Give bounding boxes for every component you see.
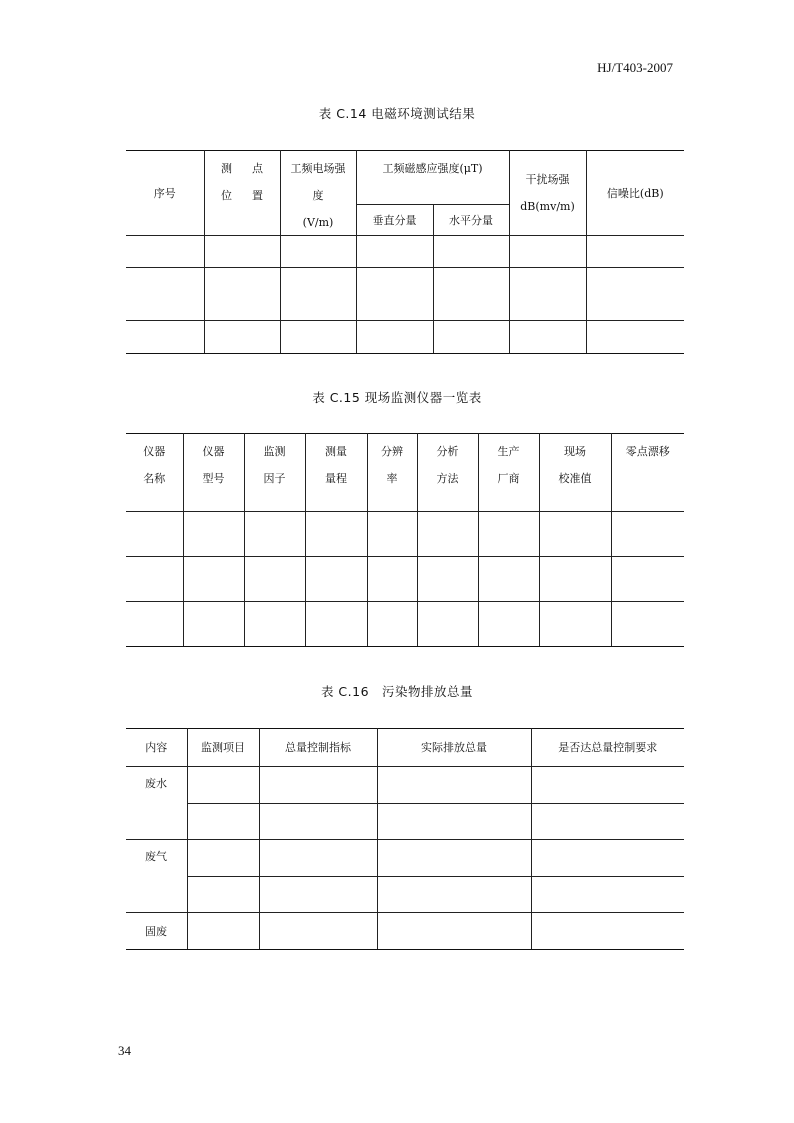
table-row xyxy=(126,557,684,602)
cell[interactable] xyxy=(356,268,433,321)
cell[interactable] xyxy=(280,268,356,321)
header-total-control-index: 总量控制指标 xyxy=(259,729,377,767)
header-resolution: 分辨 率 xyxy=(367,434,417,512)
cell[interactable] xyxy=(305,512,367,557)
table-row xyxy=(126,512,684,557)
cell[interactable] xyxy=(126,602,183,647)
cell[interactable] xyxy=(539,512,611,557)
cell[interactable] xyxy=(280,321,356,354)
cell[interactable] xyxy=(187,877,259,913)
cell[interactable] xyxy=(417,557,478,602)
cell[interactable] xyxy=(126,321,204,354)
header-efield: 工频电场强 度 (V/m) xyxy=(280,151,356,236)
cell[interactable] xyxy=(611,557,684,602)
header-magnetic: 工频磁感应强度(μT) xyxy=(356,151,509,205)
header-interference: 干扰场强 dB(mv/m) xyxy=(509,151,586,236)
table-c14-caption: 表 C.14 电磁环境测试结果 xyxy=(318,106,476,121)
table-row xyxy=(126,804,684,840)
table-row xyxy=(126,321,684,354)
cell[interactable] xyxy=(126,236,204,268)
table-row xyxy=(126,840,684,877)
cell[interactable] xyxy=(187,767,259,804)
cell[interactable] xyxy=(377,804,531,840)
cell[interactable] xyxy=(280,236,356,268)
page-number: 34 xyxy=(118,1043,131,1058)
cell[interactable] xyxy=(611,602,684,647)
cell[interactable] xyxy=(509,236,586,268)
table-row xyxy=(126,913,684,950)
header-instrument-name: 仪器 名称 xyxy=(126,434,183,512)
header-mag-horizontal: 水平分量 xyxy=(433,205,509,236)
cell[interactable] xyxy=(356,236,433,268)
header-analysis-method: 分析 方法 xyxy=(417,434,478,512)
header-mag-vertical: 垂直分量 xyxy=(356,205,433,236)
cell[interactable] xyxy=(259,877,377,913)
cell[interactable] xyxy=(586,268,684,321)
category-wastewater: 废水 xyxy=(126,767,187,840)
cell[interactable] xyxy=(539,602,611,647)
cell[interactable] xyxy=(377,877,531,913)
cell[interactable] xyxy=(586,236,684,268)
cell[interactable] xyxy=(183,557,244,602)
cell[interactable] xyxy=(187,840,259,877)
cell[interactable] xyxy=(417,512,478,557)
header-content: 内容 xyxy=(126,729,187,767)
cell[interactable] xyxy=(126,512,183,557)
cell[interactable] xyxy=(183,602,244,647)
cell[interactable] xyxy=(539,557,611,602)
cell[interactable] xyxy=(478,512,539,557)
header-seq: 序号 xyxy=(126,151,204,236)
cell[interactable] xyxy=(183,512,244,557)
category-waste-gas: 废气 xyxy=(126,840,187,913)
table-row xyxy=(126,877,684,913)
cell[interactable] xyxy=(531,767,684,804)
cell[interactable] xyxy=(433,268,509,321)
cell[interactable] xyxy=(478,602,539,647)
cell[interactable] xyxy=(478,557,539,602)
cell[interactable] xyxy=(377,913,531,950)
cell[interactable] xyxy=(356,321,433,354)
cell[interactable] xyxy=(531,840,684,877)
header-snr: 信噪比(dB) xyxy=(586,151,684,236)
table-row xyxy=(126,268,684,321)
header-zero-drift: 零点漂移 xyxy=(611,434,684,512)
header-measuring-range: 测量 量程 xyxy=(305,434,367,512)
table-c14 xyxy=(126,150,684,354)
table-row xyxy=(126,236,684,268)
cell[interactable] xyxy=(126,268,204,321)
cell[interactable] xyxy=(433,236,509,268)
cell[interactable] xyxy=(531,913,684,950)
cell[interactable] xyxy=(187,913,259,950)
header-calibration-value: 现场 校准值 xyxy=(539,434,611,512)
header-monitoring-item: 监测项目 xyxy=(187,729,259,767)
cell[interactable] xyxy=(509,321,586,354)
header-instrument-model: 仪器 型号 xyxy=(183,434,244,512)
cell[interactable] xyxy=(259,767,377,804)
table-c15 xyxy=(126,433,684,647)
cell[interactable] xyxy=(204,321,280,354)
cell[interactable] xyxy=(187,804,259,840)
table-row xyxy=(126,767,684,804)
cell[interactable] xyxy=(305,557,367,602)
cell[interactable] xyxy=(377,767,531,804)
cell[interactable] xyxy=(305,602,367,647)
cell[interactable] xyxy=(367,557,417,602)
cell[interactable] xyxy=(126,557,183,602)
header-actual-total-discharge: 实际排放总量 xyxy=(377,729,531,767)
standard-code: HJ/T403-2007 xyxy=(597,60,673,75)
cell[interactable] xyxy=(259,804,377,840)
cell[interactable] xyxy=(367,512,417,557)
cell[interactable] xyxy=(259,840,377,877)
category-solid-waste: 固废 xyxy=(126,913,187,950)
cell[interactable] xyxy=(586,321,684,354)
cell[interactable] xyxy=(531,804,684,840)
header-monitoring-factor: 监测 因子 xyxy=(244,434,305,512)
cell[interactable] xyxy=(244,557,305,602)
table-c16 xyxy=(126,728,684,950)
header-manufacturer: 生产 厂商 xyxy=(478,434,539,512)
header-meets-requirement: 是否达总量控制要求 xyxy=(531,729,684,767)
cell[interactable] xyxy=(244,512,305,557)
cell[interactable] xyxy=(433,321,509,354)
cell[interactable] xyxy=(531,877,684,913)
table-c16-caption: 表 C.16 污染物排放总量 xyxy=(320,684,474,699)
cell[interactable] xyxy=(204,236,280,268)
cell[interactable] xyxy=(244,602,305,647)
cell[interactable] xyxy=(611,512,684,557)
table-row xyxy=(126,602,684,647)
table-c15-caption: 表 C.15 现场监测仪器一览表 xyxy=(312,390,482,405)
cell[interactable] xyxy=(259,913,377,950)
cell[interactable] xyxy=(204,268,280,321)
cell[interactable] xyxy=(417,602,478,647)
cell[interactable] xyxy=(509,268,586,321)
cell[interactable] xyxy=(377,840,531,877)
cell[interactable] xyxy=(367,602,417,647)
header-point: 测 点 位 置 xyxy=(204,151,280,236)
